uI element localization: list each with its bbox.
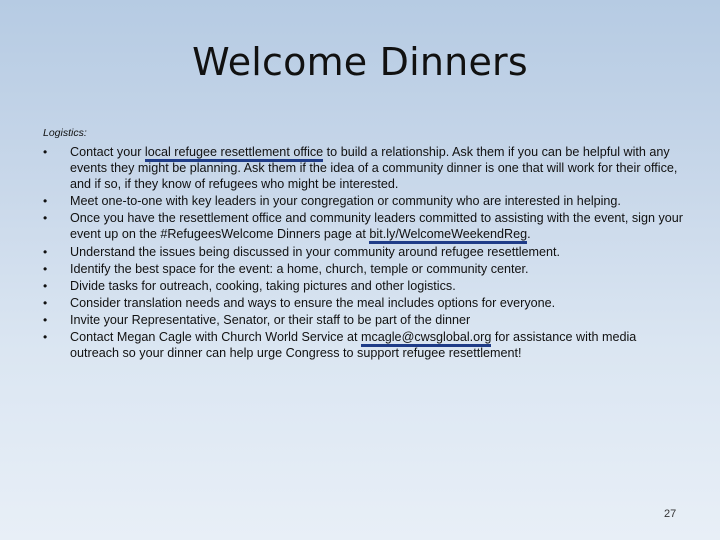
bullet-item: [43, 193, 683, 209]
bullet-dot: •: [43, 295, 48, 310]
bullet-item: [43, 278, 683, 294]
bullet-item: [43, 210, 683, 242]
bullet-dot: •: [43, 261, 48, 276]
bullet-text-after: to build a relationship. Ask them if you can be helpful with any events they might be planning. Ask them if the idea of a community dinner is one that will work for their office, and if so, if they know of refugees who might be interested.: [70, 145, 678, 192]
bullet-dot: •: [43, 278, 48, 293]
bullet-link[interactable]: local refugee resettlement office: [145, 145, 323, 162]
page-number: 27: [664, 508, 677, 520]
bullet-dot: •: [43, 211, 48, 226]
bullet-dot: •: [43, 312, 48, 327]
bullet-text-after: .: [527, 227, 531, 242]
bullet-link[interactable]: mcagle@cwsglobal.org: [361, 330, 491, 347]
bullet-text: Understand the issues being discussed in your community around refugee resettlement.: [70, 244, 561, 259]
bullet-text: Consider translation needs and ways to ensure the meal includes options for everyone.: [70, 295, 556, 310]
bullet-text: Once you have the resettlement office and community leaders committed to assisting with the event, sign your event up on the #RefugeesWelcome Dinners page at: [70, 211, 683, 242]
bullet-text: Invite your Representative, Senator, or their staff to be part of the dinner: [70, 312, 471, 327]
bullet-text: Contact your: [70, 145, 145, 159]
bullet-item: [43, 312, 683, 328]
bullet-dot: •: [43, 145, 48, 159]
bullet-text: Meet one-to-one with key leaders in your congregation or community who are interested in helping.: [70, 194, 621, 209]
bullet-item: [43, 144, 683, 192]
bullet-text: Divide tasks for outreach, cooking, taking pictures and other logistics.: [70, 278, 456, 293]
slide-title: Welcome Dinners: [192, 40, 528, 84]
bullet-text: Contact Megan Cagle with Church World Service at: [70, 330, 361, 345]
bullet-dot: •: [43, 194, 48, 209]
bullet-item: [43, 244, 683, 260]
bullet-item: [43, 329, 683, 361]
bullet-item: [43, 295, 683, 311]
bullet-text-after: for assistance with media outreach so your dinner can help urge Congress to support refugee resettlement!: [70, 330, 637, 361]
bullet-dot: •: [43, 244, 48, 259]
logistics-label: Logistics:: [43, 127, 87, 139]
bullet-link[interactable]: bit.ly/WelcomeWeekendReg: [369, 227, 527, 244]
bullet-item: [43, 261, 683, 277]
bullet-list: [43, 144, 683, 362]
bullet-dot: •: [43, 330, 48, 345]
bullet-text: Identify the best space for the event: a home, church, temple or community center.: [70, 261, 529, 276]
